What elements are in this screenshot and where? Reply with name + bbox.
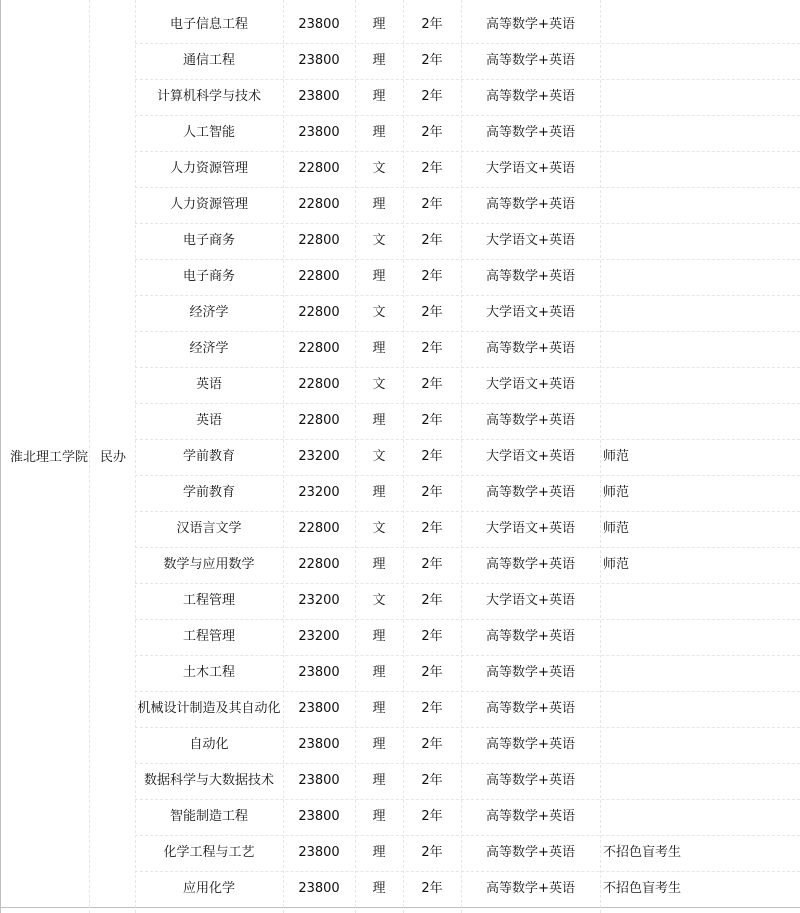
duration-cell: 2年: [421, 53, 443, 68]
major-cell: 人力资源管理: [169, 161, 248, 176]
category-cell: 文: [372, 521, 386, 536]
tuition-cell: 23800: [298, 89, 340, 104]
category-cell: 理: [372, 773, 386, 788]
row-divider: [135, 187, 800, 188]
category-cell: 理: [372, 701, 386, 716]
duration-cell: 2年: [421, 233, 443, 248]
exam-subjects-cell: 高等数学+英语: [486, 197, 575, 212]
tuition-cell: 23200: [298, 449, 340, 464]
exam-subjects-cell: 高等数学+英语: [486, 629, 575, 644]
duration-cell: 2年: [421, 629, 443, 644]
major-cell: 学前教育: [182, 485, 235, 500]
note-cell: [603, 259, 793, 295]
duration-cell: 2年: [421, 845, 443, 860]
major-cell: 通信工程: [182, 53, 235, 68]
duration-cell: 2年: [421, 485, 443, 500]
note-cell: [603, 331, 793, 367]
category-cell: 理: [372, 557, 386, 572]
category-cell: 理: [372, 413, 386, 428]
exam-subjects-cell: 大学语文+英语: [486, 305, 575, 320]
category-cell: 理: [372, 125, 386, 140]
major-cell: 化学工程与工艺: [163, 845, 255, 860]
table-bottom-border: [0, 907, 800, 908]
duration-cell: 2年: [421, 737, 443, 752]
exam-subjects-cell: 高等数学+英语: [486, 701, 575, 716]
table-left-border: [0, 0, 1, 913]
duration-cell: 2年: [421, 809, 443, 824]
note-cell: 不招色盲考生: [603, 845, 682, 860]
major-cell: 数据科学与大数据技术: [143, 773, 274, 788]
category-cell: 文: [372, 305, 386, 320]
exam-subjects-cell: 高等数学+英语: [486, 53, 575, 68]
duration-cell: 2年: [421, 521, 443, 536]
duration-cell: 2年: [421, 17, 443, 32]
tuition-cell: 22800: [298, 197, 340, 212]
row-divider: [135, 835, 800, 836]
category-cell: 理: [372, 269, 386, 284]
major-cell: 英语: [195, 377, 222, 392]
exam-subjects-cell: 大学语文+英语: [486, 593, 575, 608]
exam-subjects-cell: 高等数学+英语: [486, 269, 575, 284]
category-cell: 理: [372, 665, 386, 680]
exam-subjects-cell: 高等数学+英语: [486, 341, 575, 356]
note-cell: 师范: [603, 485, 630, 500]
note-cell: 师范: [603, 521, 630, 536]
note-cell: [603, 187, 793, 223]
tuition-cell: 23200: [298, 593, 340, 608]
category-cell: 理: [372, 629, 386, 644]
major-cell: 人力资源管理: [169, 197, 248, 212]
note-cell: [603, 223, 793, 259]
major-cell: 智能制造工程: [169, 809, 248, 824]
duration-cell: 2年: [421, 89, 443, 104]
tuition-cell: 23800: [298, 845, 340, 860]
row-divider: [135, 79, 800, 80]
category-cell: 文: [372, 377, 386, 392]
note-cell: 师范: [603, 449, 630, 464]
tuition-cell: 22800: [298, 269, 340, 284]
tuition-cell: 23800: [298, 881, 340, 896]
category-cell: 文: [372, 233, 386, 248]
major-cell: 工程管理: [182, 629, 235, 644]
duration-cell: 2年: [421, 773, 443, 788]
tuition-cell: 22800: [298, 161, 340, 176]
tuition-cell: 22800: [298, 413, 340, 428]
major-cell: 经济学: [189, 341, 229, 356]
exam-subjects-cell: 高等数学+英语: [486, 485, 575, 500]
duration-cell: 2年: [421, 701, 443, 716]
tuition-cell: 22800: [298, 341, 340, 356]
note-cell: [603, 295, 793, 331]
duration-cell: 2年: [421, 557, 443, 572]
major-cell: 英语: [195, 413, 222, 428]
category-cell: 理: [372, 17, 386, 32]
tuition-cell: 23800: [298, 125, 340, 140]
row-divider: [135, 43, 800, 44]
row-divider: [135, 583, 800, 584]
exam-subjects-cell: 高等数学+英语: [486, 773, 575, 788]
exam-subjects-cell: 高等数学+英语: [486, 665, 575, 680]
tuition-cell: 22800: [298, 557, 340, 572]
category-cell: 理: [372, 809, 386, 824]
school-type-cell: 民办: [100, 450, 127, 465]
major-cell: 计算机科学与技术: [156, 89, 261, 104]
school-name-cell: 淮北理工学院: [10, 450, 89, 465]
exam-subjects-cell: 高等数学+英语: [486, 17, 575, 32]
note-cell: [603, 151, 793, 187]
duration-cell: 2年: [421, 161, 443, 176]
duration-cell: 2年: [421, 377, 443, 392]
category-cell: 理: [372, 737, 386, 752]
category-cell: 理: [372, 89, 386, 104]
duration-cell: 2年: [421, 305, 443, 320]
row-divider: [135, 619, 800, 620]
note-cell: [603, 655, 793, 691]
category-cell: 文: [372, 449, 386, 464]
duration-cell: 2年: [421, 269, 443, 284]
major-cell: 电子信息工程: [169, 17, 248, 32]
tuition-cell: 22800: [298, 305, 340, 320]
note-cell: [603, 7, 793, 43]
tuition-cell: 23800: [298, 809, 340, 824]
note-cell: [603, 367, 793, 403]
duration-cell: 2年: [421, 593, 443, 608]
row-divider: [135, 547, 800, 548]
category-cell: 理: [372, 845, 386, 860]
row-divider: [135, 655, 800, 656]
column-divider: [600, 0, 601, 913]
duration-cell: 2年: [421, 197, 443, 212]
duration-cell: 2年: [421, 341, 443, 356]
row-divider: [135, 763, 800, 764]
exam-subjects-cell: 高等数学+英语: [486, 737, 575, 752]
major-cell: 数学与应用数学: [163, 557, 255, 572]
duration-cell: 2年: [421, 665, 443, 680]
category-cell: 理: [372, 197, 386, 212]
row-divider: [135, 439, 800, 440]
tuition-cell: 22800: [298, 521, 340, 536]
tuition-cell: 23800: [298, 737, 340, 752]
exam-subjects-cell: 高等数学+英语: [486, 125, 575, 140]
note-cell: [603, 115, 793, 151]
row-divider: [135, 403, 800, 404]
exam-subjects-cell: 高等数学+英语: [486, 845, 575, 860]
tuition-cell: 22800: [298, 233, 340, 248]
tuition-cell: 22800: [298, 377, 340, 392]
note-cell: [603, 763, 793, 799]
note-cell: [603, 619, 793, 655]
duration-cell: 2年: [421, 125, 443, 140]
row-divider: [135, 223, 800, 224]
exam-subjects-cell: 高等数学+英语: [486, 809, 575, 824]
tuition-cell: 23800: [298, 17, 340, 32]
row-divider: [135, 259, 800, 260]
row-divider: [135, 295, 800, 296]
row-divider: [135, 367, 800, 368]
row-divider: [135, 799, 800, 800]
tuition-cell: 23200: [298, 629, 340, 644]
exam-subjects-cell: 高等数学+英语: [486, 557, 575, 572]
row-divider: [135, 871, 800, 872]
exam-subjects-cell: 高等数学+英语: [486, 881, 575, 896]
note-cell: [603, 403, 793, 439]
note-cell: [603, 43, 793, 79]
note-cell: [603, 583, 793, 619]
tuition-cell: 23200: [298, 485, 340, 500]
category-cell: 理: [372, 485, 386, 500]
duration-cell: 2年: [421, 881, 443, 896]
row-divider: [135, 151, 800, 152]
note-cell: 不招色盲考生: [603, 881, 682, 896]
category-cell: 理: [372, 341, 386, 356]
major-cell: 土木工程: [182, 665, 235, 680]
tuition-cell: 23800: [298, 665, 340, 680]
note-cell: 师范: [603, 557, 630, 572]
row-divider: [135, 727, 800, 728]
duration-cell: 2年: [421, 449, 443, 464]
note-cell: [603, 799, 793, 835]
exam-subjects-cell: 大学语文+英语: [486, 449, 575, 464]
note-cell: [603, 79, 793, 115]
major-cell: 人工智能: [182, 125, 235, 140]
major-cell: 应用化学: [182, 881, 235, 896]
major-cell: 工程管理: [182, 593, 235, 608]
exam-subjects-cell: 大学语文+英语: [486, 377, 575, 392]
exam-subjects-cell: 高等数学+英语: [486, 89, 575, 104]
major-cell: 汉语言文学: [176, 521, 242, 536]
major-cell: 学前教育: [182, 449, 235, 464]
note-cell: [603, 727, 793, 763]
major-cell: 自动化: [189, 737, 229, 752]
category-cell: 文: [372, 593, 386, 608]
major-cell: 经济学: [189, 305, 229, 320]
row-divider: [135, 691, 800, 692]
note-cell: [603, 691, 793, 727]
exam-subjects-cell: 高等数学+英语: [486, 413, 575, 428]
exam-subjects-cell: 大学语文+英语: [486, 233, 575, 248]
tuition-cell: 23800: [298, 773, 340, 788]
category-cell: 文: [372, 161, 386, 176]
column-divider: [89, 0, 90, 913]
category-cell: 理: [372, 881, 386, 896]
duration-cell: 2年: [421, 413, 443, 428]
major-cell: 电子商务: [182, 269, 235, 284]
row-divider: [135, 331, 800, 332]
major-cell: 电子商务: [182, 233, 235, 248]
row-divider: [135, 511, 800, 512]
tuition-cell: 23800: [298, 53, 340, 68]
exam-subjects-cell: 大学语文+英语: [486, 521, 575, 536]
tuition-cell: 23800: [298, 701, 340, 716]
row-divider: [135, 115, 800, 116]
exam-subjects-cell: 大学语文+英语: [486, 161, 575, 176]
major-cell: 机械设计制造及其自动化: [137, 701, 281, 716]
category-cell: 理: [372, 53, 386, 68]
row-divider: [135, 475, 800, 476]
